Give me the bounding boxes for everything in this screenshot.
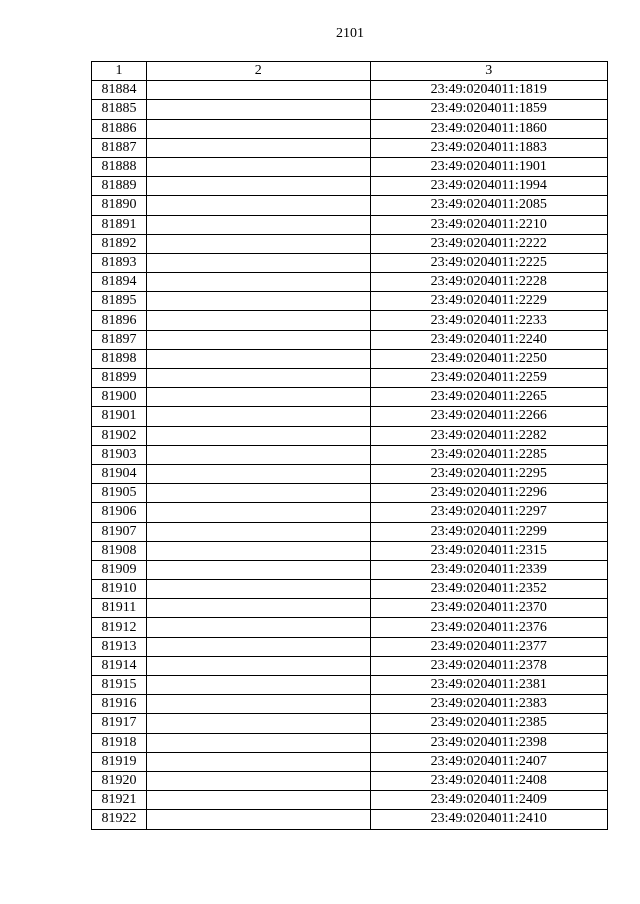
cadastral-number-cell: 23:49:0204011:2229 xyxy=(370,292,607,311)
table-row xyxy=(92,349,608,368)
row-empty-cell xyxy=(147,541,370,560)
cadastral-number-cell: 23:49:0204011:2385 xyxy=(370,714,607,733)
row-number-cell: 81898 xyxy=(92,349,147,368)
row-empty-cell xyxy=(147,771,370,790)
row-number-cell: 81890 xyxy=(92,196,147,215)
table-row xyxy=(92,599,608,618)
row-number-cell: 81903 xyxy=(92,445,147,464)
table-row xyxy=(92,196,608,215)
row-number-cell: 81915 xyxy=(92,676,147,695)
column-header-3: 3 xyxy=(370,62,607,81)
cadastral-number-cell: 23:49:0204011:2259 xyxy=(370,369,607,388)
cadastral-number-cell: 23:49:0204011:1819 xyxy=(370,81,607,100)
cadastral-number-cell: 23:49:0204011:2296 xyxy=(370,484,607,503)
row-empty-cell xyxy=(147,407,370,426)
cadastral-number-cell: 23:49:0204011:2282 xyxy=(370,426,607,445)
table-row xyxy=(92,177,608,196)
row-number-cell: 81899 xyxy=(92,369,147,388)
cadastral-number-cell: 23:49:0204011:2378 xyxy=(370,656,607,675)
table-row xyxy=(92,464,608,483)
page-number: 2101 xyxy=(336,26,364,41)
table-header-row xyxy=(92,62,608,81)
row-number-cell: 81917 xyxy=(92,714,147,733)
row-empty-cell xyxy=(147,369,370,388)
table-row xyxy=(92,560,608,579)
row-empty-cell xyxy=(147,215,370,234)
cadastral-number-cell: 23:49:0204011:2085 xyxy=(370,196,607,215)
row-number-cell: 81892 xyxy=(92,234,147,253)
row-empty-cell xyxy=(147,810,370,829)
column-header-2: 2 xyxy=(147,62,370,81)
table-row xyxy=(92,407,608,426)
cadastral-number-cell: 23:49:0204011:2250 xyxy=(370,349,607,368)
cadastral-number-cell: 23:49:0204011:2410 xyxy=(370,810,607,829)
cadastral-number-cell: 23:49:0204011:2210 xyxy=(370,215,607,234)
table-row xyxy=(92,714,608,733)
row-empty-cell xyxy=(147,791,370,810)
row-number-cell: 81906 xyxy=(92,503,147,522)
table-row xyxy=(92,637,608,656)
table-row xyxy=(92,810,608,829)
table-row xyxy=(92,234,608,253)
table-row xyxy=(92,292,608,311)
table-row xyxy=(92,503,608,522)
row-number-cell: 81908 xyxy=(92,541,147,560)
cadastral-number-cell: 23:49:0204011:2240 xyxy=(370,330,607,349)
cadastral-number-cell: 23:49:0204011:2383 xyxy=(370,695,607,714)
table-row xyxy=(92,752,608,771)
cadastral-number-cell: 23:49:0204011:2222 xyxy=(370,234,607,253)
row-number-cell: 81918 xyxy=(92,733,147,752)
table-row xyxy=(92,791,608,810)
row-number-cell: 81902 xyxy=(92,426,147,445)
table-row xyxy=(92,253,608,272)
table-row xyxy=(92,138,608,157)
table-header xyxy=(92,62,608,81)
cadastral-number-cell: 23:49:0204011:1883 xyxy=(370,138,607,157)
row-number-cell: 81922 xyxy=(92,810,147,829)
row-number-cell: 81901 xyxy=(92,407,147,426)
row-number-cell: 81914 xyxy=(92,656,147,675)
row-empty-cell xyxy=(147,119,370,138)
cadastral-number-cell: 23:49:0204011:2228 xyxy=(370,273,607,292)
row-empty-cell xyxy=(147,196,370,215)
table-row xyxy=(92,618,608,637)
row-number-cell: 81886 xyxy=(92,119,147,138)
cadastral-number-cell: 23:49:0204011:1859 xyxy=(370,100,607,119)
row-empty-cell xyxy=(147,349,370,368)
table-row xyxy=(92,541,608,560)
cadastral-number-cell: 23:49:0204011:2398 xyxy=(370,733,607,752)
row-empty-cell xyxy=(147,656,370,675)
table-row xyxy=(92,81,608,100)
table-row xyxy=(92,484,608,503)
table-body xyxy=(92,81,608,829)
row-empty-cell xyxy=(147,330,370,349)
column-header-1: 1 xyxy=(92,62,147,81)
row-number-cell: 81888 xyxy=(92,157,147,176)
row-empty-cell xyxy=(147,81,370,100)
cadastral-number-cell: 23:49:0204011:1860 xyxy=(370,119,607,138)
cadastral-number-cell: 23:49:0204011:2370 xyxy=(370,599,607,618)
table-row xyxy=(92,580,608,599)
row-empty-cell xyxy=(147,292,370,311)
cadastral-number-cell: 23:49:0204011:2409 xyxy=(370,791,607,810)
row-empty-cell xyxy=(147,484,370,503)
row-empty-cell xyxy=(147,273,370,292)
table-row xyxy=(92,733,608,752)
row-number-cell: 81900 xyxy=(92,388,147,407)
row-empty-cell xyxy=(147,388,370,407)
cadastral-number-cell: 23:49:0204011:2377 xyxy=(370,637,607,656)
data-table xyxy=(91,61,608,830)
row-empty-cell xyxy=(147,618,370,637)
row-number-cell: 81919 xyxy=(92,752,147,771)
row-number-cell: 81907 xyxy=(92,522,147,541)
row-empty-cell xyxy=(147,177,370,196)
row-number-cell: 81889 xyxy=(92,177,147,196)
row-empty-cell xyxy=(147,100,370,119)
row-number-cell: 81909 xyxy=(92,560,147,579)
cadastral-number-cell: 23:49:0204011:2381 xyxy=(370,676,607,695)
table-row xyxy=(92,157,608,176)
table-row xyxy=(92,369,608,388)
cadastral-number-cell: 23:49:0204011:2266 xyxy=(370,407,607,426)
row-number-cell: 81904 xyxy=(92,464,147,483)
row-number-cell: 81884 xyxy=(92,81,147,100)
row-empty-cell xyxy=(147,138,370,157)
table-row xyxy=(92,215,608,234)
row-empty-cell xyxy=(147,234,370,253)
row-number-cell: 81916 xyxy=(92,695,147,714)
cadastral-number-cell: 23:49:0204011:2265 xyxy=(370,388,607,407)
table-row xyxy=(92,426,608,445)
table-row xyxy=(92,771,608,790)
row-number-cell: 81905 xyxy=(92,484,147,503)
row-number-cell: 81920 xyxy=(92,771,147,790)
row-number-cell: 81887 xyxy=(92,138,147,157)
row-number-cell: 81910 xyxy=(92,580,147,599)
row-number-cell: 81885 xyxy=(92,100,147,119)
table-row xyxy=(92,656,608,675)
cadastral-number-cell: 23:49:0204011:2376 xyxy=(370,618,607,637)
row-empty-cell xyxy=(147,445,370,464)
row-empty-cell xyxy=(147,560,370,579)
row-number-cell: 81894 xyxy=(92,273,147,292)
row-empty-cell xyxy=(147,752,370,771)
row-number-cell: 81911 xyxy=(92,599,147,618)
row-number-cell: 81895 xyxy=(92,292,147,311)
row-number-cell: 81921 xyxy=(92,791,147,810)
cadastral-number-cell: 23:49:0204011:2225 xyxy=(370,253,607,272)
row-empty-cell xyxy=(147,157,370,176)
table-row xyxy=(92,445,608,464)
table-row xyxy=(92,676,608,695)
cadastral-number-cell: 23:49:0204011:2339 xyxy=(370,560,607,579)
row-empty-cell xyxy=(147,253,370,272)
cadastral-number-cell: 23:49:0204011:2299 xyxy=(370,522,607,541)
row-empty-cell xyxy=(147,426,370,445)
cadastral-number-cell: 23:49:0204011:1994 xyxy=(370,177,607,196)
table-row xyxy=(92,273,608,292)
cadastral-number-cell: 23:49:0204011:2315 xyxy=(370,541,607,560)
cadastral-number-cell: 23:49:0204011:2285 xyxy=(370,445,607,464)
row-number-cell: 81896 xyxy=(92,311,147,330)
row-empty-cell xyxy=(147,599,370,618)
cadastral-number-cell: 23:49:0204011:2407 xyxy=(370,752,607,771)
row-number-cell: 81897 xyxy=(92,330,147,349)
row-number-cell: 81913 xyxy=(92,637,147,656)
table-row xyxy=(92,311,608,330)
row-number-cell: 81893 xyxy=(92,253,147,272)
row-number-cell: 81912 xyxy=(92,618,147,637)
cadastral-number-cell: 23:49:0204011:2352 xyxy=(370,580,607,599)
cadastral-number-cell: 23:49:0204011:2297 xyxy=(370,503,607,522)
row-empty-cell xyxy=(147,637,370,656)
cadastral-number-cell: 23:49:0204011:2233 xyxy=(370,311,607,330)
row-empty-cell xyxy=(147,580,370,599)
row-empty-cell xyxy=(147,503,370,522)
row-empty-cell xyxy=(147,522,370,541)
row-empty-cell xyxy=(147,714,370,733)
row-empty-cell xyxy=(147,464,370,483)
cadastral-number-cell: 23:49:0204011:2408 xyxy=(370,771,607,790)
table-row xyxy=(92,388,608,407)
table-row xyxy=(92,119,608,138)
table-row xyxy=(92,695,608,714)
row-empty-cell xyxy=(147,695,370,714)
cadastral-number-cell: 23:49:0204011:1901 xyxy=(370,157,607,176)
row-empty-cell xyxy=(147,311,370,330)
row-number-cell: 81891 xyxy=(92,215,147,234)
row-empty-cell xyxy=(147,733,370,752)
table-row xyxy=(92,522,608,541)
table-row xyxy=(92,330,608,349)
cadastral-number-cell: 23:49:0204011:2295 xyxy=(370,464,607,483)
table-row xyxy=(92,100,608,119)
row-empty-cell xyxy=(147,676,370,695)
